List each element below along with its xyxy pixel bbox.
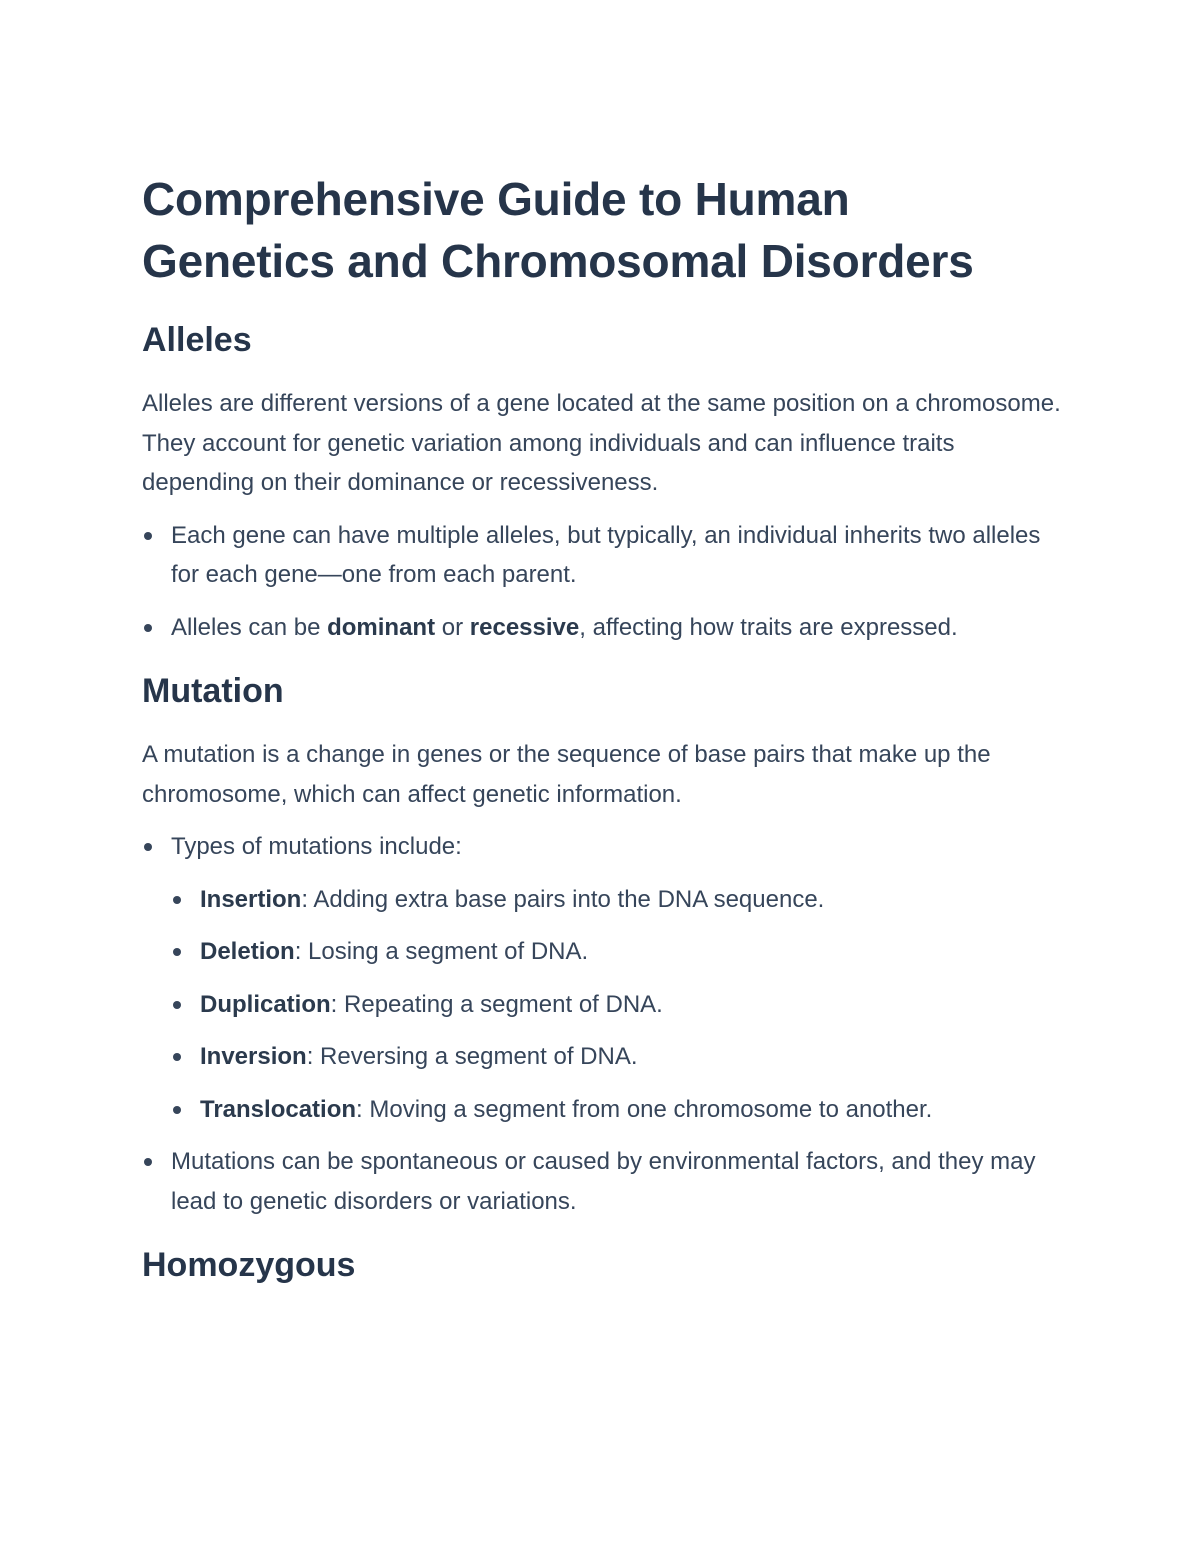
- list-item: [171, 932, 1062, 972]
- section-heading-homozygous: Homozygous: [142, 1246, 356, 1284]
- list-item: [171, 985, 1062, 1025]
- translocation-description: : Moving a segment from one chromosome to another.: [356, 1095, 933, 1123]
- list-item: [171, 1090, 1062, 1130]
- term-insertion: Insertion: [200, 885, 302, 913]
- alleles-bullet-2-suffix: , affecting how traits are expressed.: [579, 613, 958, 641]
- alleles-bullet-1-text: Each gene can have multiple alleles, but typically, an individual inherits two alleles for each gene—one from each parent.: [171, 521, 1041, 588]
- term-duplication: Duplication: [200, 990, 331, 1018]
- list-item: [171, 880, 1062, 920]
- list-item: [142, 827, 1062, 1129]
- alleles-bullet-2-mid: or: [435, 613, 470, 641]
- inversion-description: : Reversing a segment of DNA.: [306, 1043, 638, 1070]
- alleles-bullet-2-prefix: Alleles can be: [171, 613, 328, 641]
- page-title-line-1: Comprehensive Guide to Human: [142, 173, 850, 225]
- alleles-intro-paragraph: Alleles are different versions of a gene located at the same position on a chromosome. They account for genetic variation among individuals and can influence traits depending on their dominance or recessiveness.: [142, 390, 1061, 496]
- term-dominant: dominant: [327, 613, 436, 641]
- mutation-types-sublist: [171, 880, 1062, 1130]
- alleles-bullet-list: [142, 516, 1062, 648]
- mutation-types-label: Types of mutations include:: [171, 833, 462, 860]
- insertion-description: : Adding extra base pairs into the DNA sequence.: [301, 885, 825, 913]
- mutation-intro-paragraph: A mutation is a change in genes or the sequence of base pairs that make up the chromosome, which can affect genetic information.: [142, 741, 991, 808]
- section-heading-mutation: Mutation: [142, 672, 284, 710]
- list-item: [171, 1037, 1062, 1077]
- mutation-bullet-last-text: Mutations can be spontaneous or caused by environmental factors, and they may lead to genetic disorders or variations.: [171, 1148, 1036, 1215]
- term-inversion: Inversion: [200, 1043, 307, 1070]
- list-item: [142, 516, 1062, 595]
- document-page: [142, 168, 1062, 1287]
- page-title-line-2: Genetics and Chromosomal Disorders: [142, 235, 974, 287]
- section-heading-alleles: Alleles: [142, 321, 252, 359]
- list-item: [142, 1142, 1062, 1221]
- list-item: [142, 608, 1062, 648]
- mutation-bullet-list: [142, 827, 1062, 1221]
- term-translocation: Translocation: [200, 1095, 357, 1123]
- duplication-description: : Repeating a segment of DNA.: [330, 990, 663, 1018]
- term-deletion: Deletion: [200, 938, 295, 965]
- deletion-description: : Losing a segment of DNA.: [294, 938, 589, 965]
- term-recessive: recessive: [469, 613, 580, 641]
- page-title: [142, 168, 1062, 292]
